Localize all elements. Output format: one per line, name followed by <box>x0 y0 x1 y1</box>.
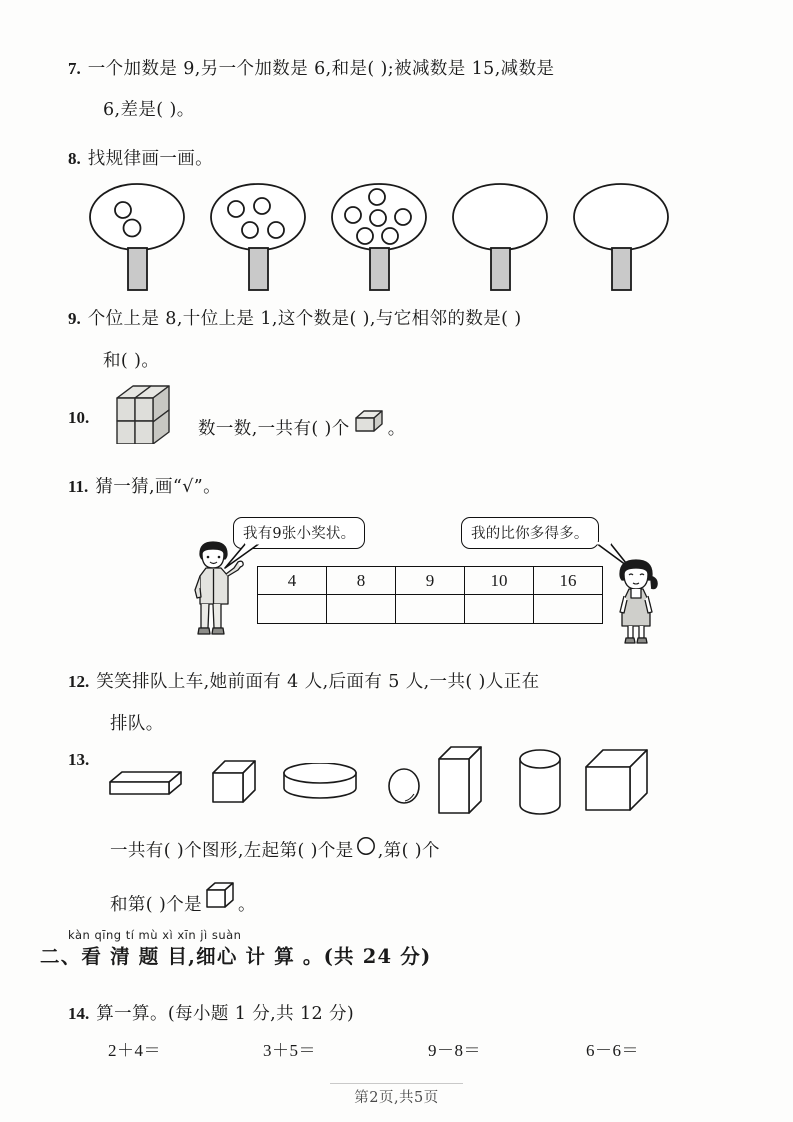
question-10-number-row <box>68 408 96 428</box>
tree-item-2 <box>206 178 316 293</box>
table-row-answers <box>258 595 603 624</box>
cube-stack-illustration <box>103 382 183 449</box>
question-7-text-line-2: 6,差是( )。 <box>103 100 195 120</box>
table-cell-answer-5[interactable] <box>534 595 603 624</box>
shape-tall-cuboid <box>436 743 492 823</box>
table-cell-value-1: 4 <box>258 567 327 595</box>
question-9-text-line-2: 和( )。 <box>103 351 160 371</box>
table-cell-answer-1[interactable] <box>258 595 327 624</box>
calc-problem-1[interactable]: 2＋4＝ <box>108 1041 161 1060</box>
question-13-text-1b: ,第( )个 <box>377 841 440 861</box>
question-11-text: 猜一猜,画“√”。 <box>95 477 222 497</box>
question-12-line-1 <box>68 668 539 693</box>
question-12-number: 12. <box>68 672 90 691</box>
question-10-text <box>198 408 406 440</box>
shape-cube <box>210 757 260 814</box>
question-10-text-tail: 。 <box>387 419 406 439</box>
table-cell-answer-4[interactable] <box>465 595 534 624</box>
shape-flat-cylinder <box>280 763 360 812</box>
solid-shapes-group <box>100 745 700 815</box>
question-11-line-1 <box>68 473 221 498</box>
page-footer: 第2页,共5页 <box>354 1090 439 1106</box>
shape-cylinder <box>514 747 566 824</box>
question-7-line-1 <box>68 55 554 80</box>
table-cell-answer-2[interactable] <box>327 595 396 624</box>
question-13-text-2b: 。 <box>238 895 256 915</box>
question-9-number: 9. <box>68 309 81 328</box>
question-14-line-1 <box>68 1000 354 1025</box>
question-7-line-2 <box>103 96 195 121</box>
question-13-text-1a: 一共有( )个图形,左起第( )个是 <box>110 841 354 861</box>
question-11-number: 11. <box>68 477 89 496</box>
question-13-line-1 <box>110 836 440 862</box>
question-12-text-line-2: 排队。 <box>110 714 164 734</box>
table-cell-value-5: 16 <box>534 567 603 595</box>
tree-item-5 <box>569 178 679 293</box>
shape-large-cube <box>583 745 651 822</box>
section-two-heading <box>40 928 431 969</box>
question-12-line-2 <box>110 710 164 735</box>
table-cell-value-2: 8 <box>327 567 396 595</box>
question-8-text: 找规律画一画。 <box>87 149 214 169</box>
question-10-text-main: 数一数,一共有( )个 <box>198 419 350 439</box>
boy-character <box>188 538 250 643</box>
shape-flat-cuboid <box>108 767 183 812</box>
question-13-number: 13. <box>68 750 90 769</box>
tree-item-3 <box>327 178 437 293</box>
girl-character <box>610 556 666 651</box>
table-row-values <box>258 567 603 595</box>
calc-problem-3[interactable]: 9－8＝ <box>428 1041 481 1060</box>
question-8-line-1 <box>68 145 213 170</box>
question-8-number: 8. <box>68 149 81 168</box>
question-9-line-1 <box>68 305 522 330</box>
question-13-line-2 <box>110 880 256 916</box>
calc-problem-4[interactable]: 6－6＝ <box>586 1041 639 1060</box>
award-guess-table <box>257 566 603 624</box>
section-two-title: 二、看 清 题 目,细心 计 算 。(共 24 分) <box>40 945 432 968</box>
question-12-text-line-1: 笑笑排队上车,她前面有 4 人,后面有 5 人,一共( )人正在 <box>96 672 540 692</box>
shape-sphere <box>385 766 423 811</box>
table-cell-value-3: 9 <box>396 567 465 595</box>
section-two-pinyin: kàn qīng tí mù xì xīn jì suàn <box>68 928 242 942</box>
table-cell-answer-3[interactable] <box>396 595 465 624</box>
question-7-number: 7. <box>68 59 81 78</box>
tree-item-4 <box>448 178 558 293</box>
speech-bubble-right: 我的比你多得多。 <box>461 517 599 549</box>
cube-shape-icon <box>204 880 236 915</box>
question-10-number: 10. <box>68 408 90 427</box>
question-14-text: 算一算。(每小题 1 分,共 12 分) <box>96 1004 355 1024</box>
table-cell-value-4: 10 <box>465 567 534 595</box>
tree-pattern-group <box>85 178 685 293</box>
speech-bubble-left: 我有9张小奖状。 <box>233 517 365 549</box>
small-cube-icon <box>353 408 385 439</box>
question-7-text-line-1: 一个加数是 9,另一个加数是 6,和是( );被减数是 15,减数是 <box>87 59 555 79</box>
circle-shape-icon <box>356 836 376 861</box>
question-9-text-line-1: 个位上是 8,十位上是 1,这个数是( ),与它相邻的数是( ) <box>87 309 522 329</box>
tree-item-1 <box>85 178 195 293</box>
question-13-text-2a: 和第( )个是 <box>110 895 203 915</box>
question-14-number: 14. <box>68 1004 90 1023</box>
footer-divider <box>330 1083 463 1084</box>
question-13-number-row <box>68 750 96 770</box>
calc-problem-2[interactable]: 3＋5＝ <box>263 1041 316 1060</box>
question-9-line-2 <box>103 347 159 372</box>
